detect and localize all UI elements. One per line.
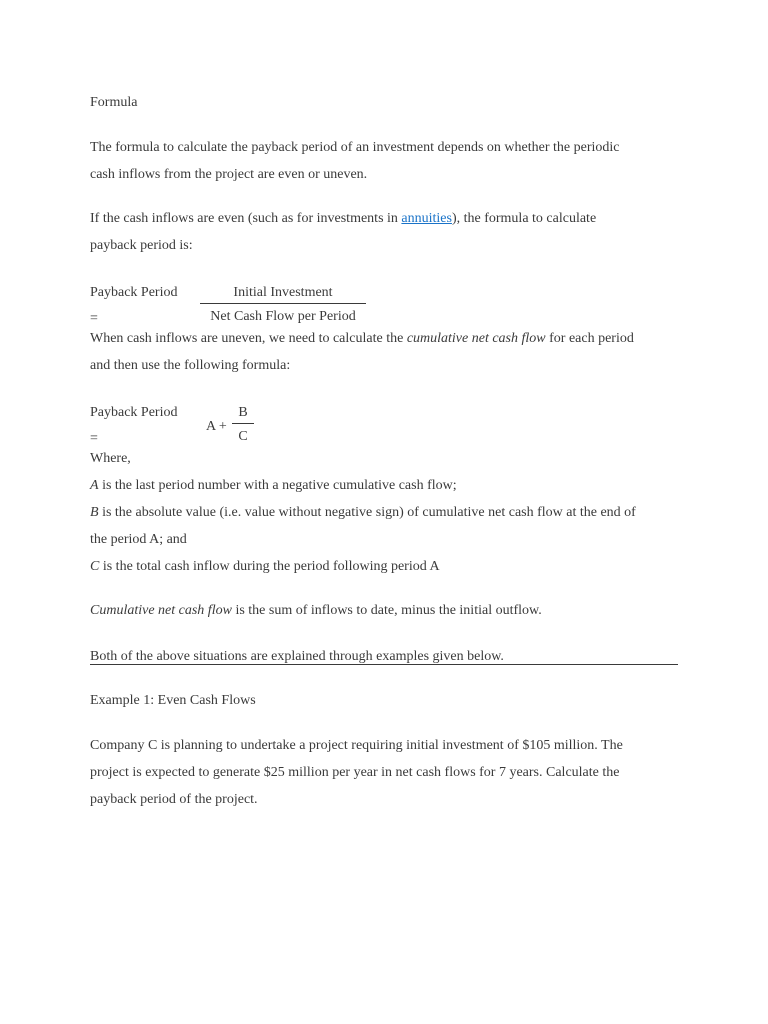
cumulative-definition (90, 602, 542, 620)
annuities-link[interactable]: annuities (401, 211, 452, 226)
intro-line-2: cash inflows from the project are even or uneven. (90, 167, 368, 182)
example1-line-2: project is expected to generate $25 million per year in net cash flows for 7 years. Calculate the (90, 765, 620, 780)
where-c (90, 558, 440, 576)
example1-title: Example 1: Even Cash Flows (90, 693, 256, 708)
where-b-text: is the absolute value (i.e. value without negative sign) of cumulative net cash flow at the end of (98, 505, 636, 520)
var-c: C (90, 559, 100, 574)
formula1-equals: = (90, 311, 98, 326)
var-b: B (90, 505, 99, 520)
uneven-prefix: When cash inflows are uneven, we need to calculate the (90, 331, 407, 346)
formula1-fraction-bar (200, 303, 366, 304)
where-b-line-2: the period A; and (90, 532, 187, 547)
both-situations-underline (90, 664, 678, 665)
where-c-text: is the total cash inflow during the period following period A (99, 559, 440, 574)
cumulative-text: is the sum of inflows to date, minus the initial outflow. (231, 603, 542, 618)
both-situations-line: Both of the above situations are explained through examples given below. (90, 649, 504, 664)
where-a (90, 477, 457, 495)
formula1-label: Payback Period (90, 285, 178, 300)
formula2-label: Payback Period (90, 405, 178, 420)
uneven-suffix: for each period (545, 331, 634, 346)
formula2-denominator: C (238, 429, 248, 444)
section-heading: Formula (90, 95, 138, 110)
cumulative-term: Cumulative net cash flow (90, 603, 232, 618)
formula2-fraction-bar (232, 423, 254, 424)
even-prefix: If the cash inflows are even (such as for investments in (90, 211, 402, 226)
where-b (90, 504, 636, 522)
var-a: A (90, 478, 99, 493)
uneven-line-2: and then use the following formula: (90, 358, 291, 373)
even-line-2: payback period is: (90, 238, 193, 253)
where-a-text: is the last period number with a negative cumulative cash flow; (98, 478, 457, 493)
even-suffix: ), the formula to calculate (451, 211, 597, 226)
even-line-1 (90, 210, 596, 228)
uneven-line-1 (90, 330, 634, 348)
formula1-denominator: Net Cash Flow per Period (210, 309, 356, 324)
formula2-lead: A + (206, 419, 227, 434)
formula2-equals: = (90, 431, 98, 446)
uneven-italic-term: cumulative net cash flow (406, 331, 546, 346)
intro-line-1: The formula to calculate the payback period of an investment depends on whether the periodic (90, 140, 620, 155)
formula1-numerator: Initial Investment (233, 285, 333, 300)
formula2-numerator: B (238, 405, 248, 420)
where-title: Where, (90, 451, 131, 466)
example1-line-3: payback period of the project. (90, 792, 258, 807)
example1-line-1: Company C is planning to undertake a project requiring initial investment of $105 million. The (90, 738, 623, 753)
